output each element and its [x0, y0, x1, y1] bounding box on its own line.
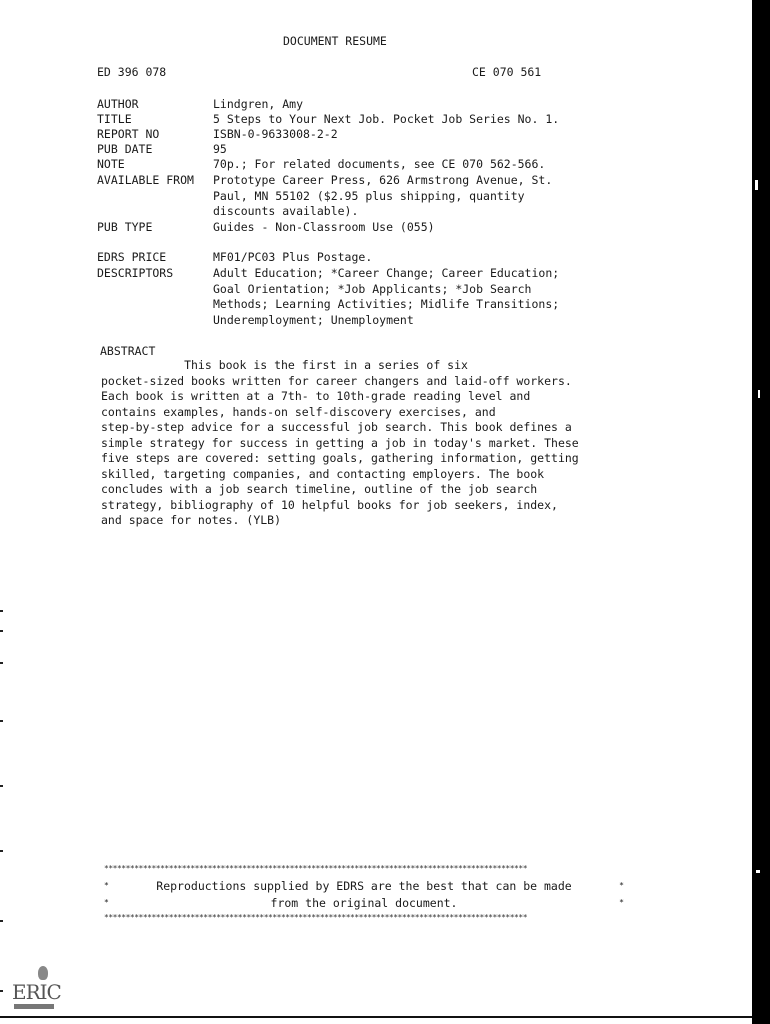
- field-value: [213, 142, 613, 158]
- field-value-line: Prototype Career Press, 626 Armstrong Avenue, St.: [213, 173, 553, 187]
- abstract-line: skilled, targeting companies, and contacting employers. The book: [101, 466, 545, 481]
- field-value-line: Underemployment; Unemployment: [213, 312, 414, 327]
- scan-bottom-edge: [0, 1016, 752, 1018]
- field-value-line: Lindgren, Amy: [213, 97, 304, 111]
- field-value: [213, 173, 613, 220]
- ed-number: ED 396 078: [97, 65, 167, 79]
- scan-mark: [0, 785, 3, 787]
- banner-line: [104, 879, 624, 896]
- field-value-line: MF01/PC03 Plus Postage.: [213, 250, 373, 264]
- field-value: [213, 157, 613, 173]
- scan-mark: [0, 662, 3, 664]
- abstract-line: Each book is written at a 7th- to 10th-grade reading level and: [101, 389, 531, 403]
- scan-mark: [0, 990, 3, 992]
- field-value-line: ISBN-0-9633008-2-2: [213, 127, 338, 141]
- field-value: [213, 220, 613, 236]
- field-value-line: Adult Education; *Career Change; Career Education;: [213, 266, 560, 280]
- scan-mark: [0, 850, 3, 852]
- field-label: EDRS PRICE: [97, 250, 167, 264]
- field-value: [213, 250, 613, 266]
- star-mark: *: [619, 898, 624, 907]
- field-label: DESCRIPTORS: [97, 266, 174, 280]
- abstract-line: strategy, bibliography of 10 helpful books for job seekers, index,: [101, 497, 558, 512]
- star-mark: *: [619, 881, 624, 890]
- field-value: [213, 112, 613, 128]
- field-value-line: Paul, MN 55102 ($2.95 plus shipping, quantity: [213, 188, 525, 203]
- banner-text-line1: Reproductions supplied by EDRS are the best that can be made: [156, 879, 572, 893]
- field-value-line: 70p.; For related documents, see CE 070 562-566.: [213, 157, 546, 171]
- field-value-line: 5 Steps to Your Next Job. Pocket Job Series No. 1.: [213, 112, 560, 126]
- star-mark: *: [104, 881, 109, 890]
- scan-speck: [755, 180, 758, 190]
- scan-mark: [0, 920, 3, 922]
- abstract-line: five steps are covered: setting goals, gathering information, getting: [101, 451, 579, 465]
- abstract-line: pocket-sized books written for career changers and laid-off workers.: [101, 373, 572, 388]
- field-label: REPORT NO: [97, 127, 160, 141]
- abstract-line: step-by-step advice for a successful job search. This book defines a: [101, 420, 572, 434]
- scan-speck: [756, 870, 760, 873]
- star-border-top: **************************************************************************************************: [104, 864, 528, 873]
- abstract-line: concludes with a job search timeline, outline of the job search: [101, 482, 538, 496]
- field-value-line: Goal Orientation; *Job Applicants; *Job Search: [213, 281, 532, 296]
- abstract-text: [101, 358, 621, 529]
- scan-mark: [0, 720, 3, 722]
- field-value-line: Guides - Non-Classroom Use (055): [213, 220, 435, 234]
- field-label: AUTHOR: [97, 97, 139, 111]
- field-value-line: discounts available).: [213, 204, 359, 218]
- scan-edge-shadow: [752, 0, 770, 1024]
- scan-speck: [758, 390, 760, 398]
- field-label: NOTE: [97, 157, 125, 171]
- abstract-line: simple strategy for success in getting a job in today's market. These: [101, 435, 579, 450]
- abstract-line: This book is the first in a series of six: [101, 358, 468, 372]
- eric-logo: [12, 966, 66, 1014]
- field-label: PUB DATE: [97, 142, 153, 156]
- field-label: AVAILABLE FROM: [97, 173, 194, 187]
- left-scan-marks: [0, 600, 3, 1020]
- abstract-line: and space for notes. (YLB): [101, 513, 282, 527]
- banner-line: [104, 896, 624, 913]
- ce-number: CE 070 561: [472, 65, 542, 79]
- scan-mark: [0, 630, 3, 632]
- star-mark: *: [104, 898, 109, 907]
- field-value-line: Methods; Learning Activities; Midlife Transitions;: [213, 297, 560, 311]
- field-label: PUB TYPE: [97, 220, 153, 234]
- eric-logo-text: ERIC: [12, 980, 61, 1004]
- reproduction-banner: [104, 864, 624, 922]
- flame-icon: [38, 966, 48, 980]
- banner-text-line2: from the original document.: [270, 896, 458, 910]
- field-value: [213, 97, 613, 113]
- document-heading: DOCUMENT RESUME: [283, 34, 387, 48]
- field-value-line: 95: [213, 142, 227, 156]
- field-value: [213, 266, 613, 328]
- field-value: [213, 127, 613, 143]
- abstract-label: ABSTRACT: [100, 344, 156, 358]
- logo-bar: [14, 1004, 54, 1009]
- field-label: TITLE: [97, 112, 132, 126]
- abstract-line: contains examples, hands-on self-discovery exercises, and: [101, 404, 496, 419]
- star-border-bottom: **************************************************************************************************: [104, 913, 528, 922]
- scan-mark: [0, 610, 3, 612]
